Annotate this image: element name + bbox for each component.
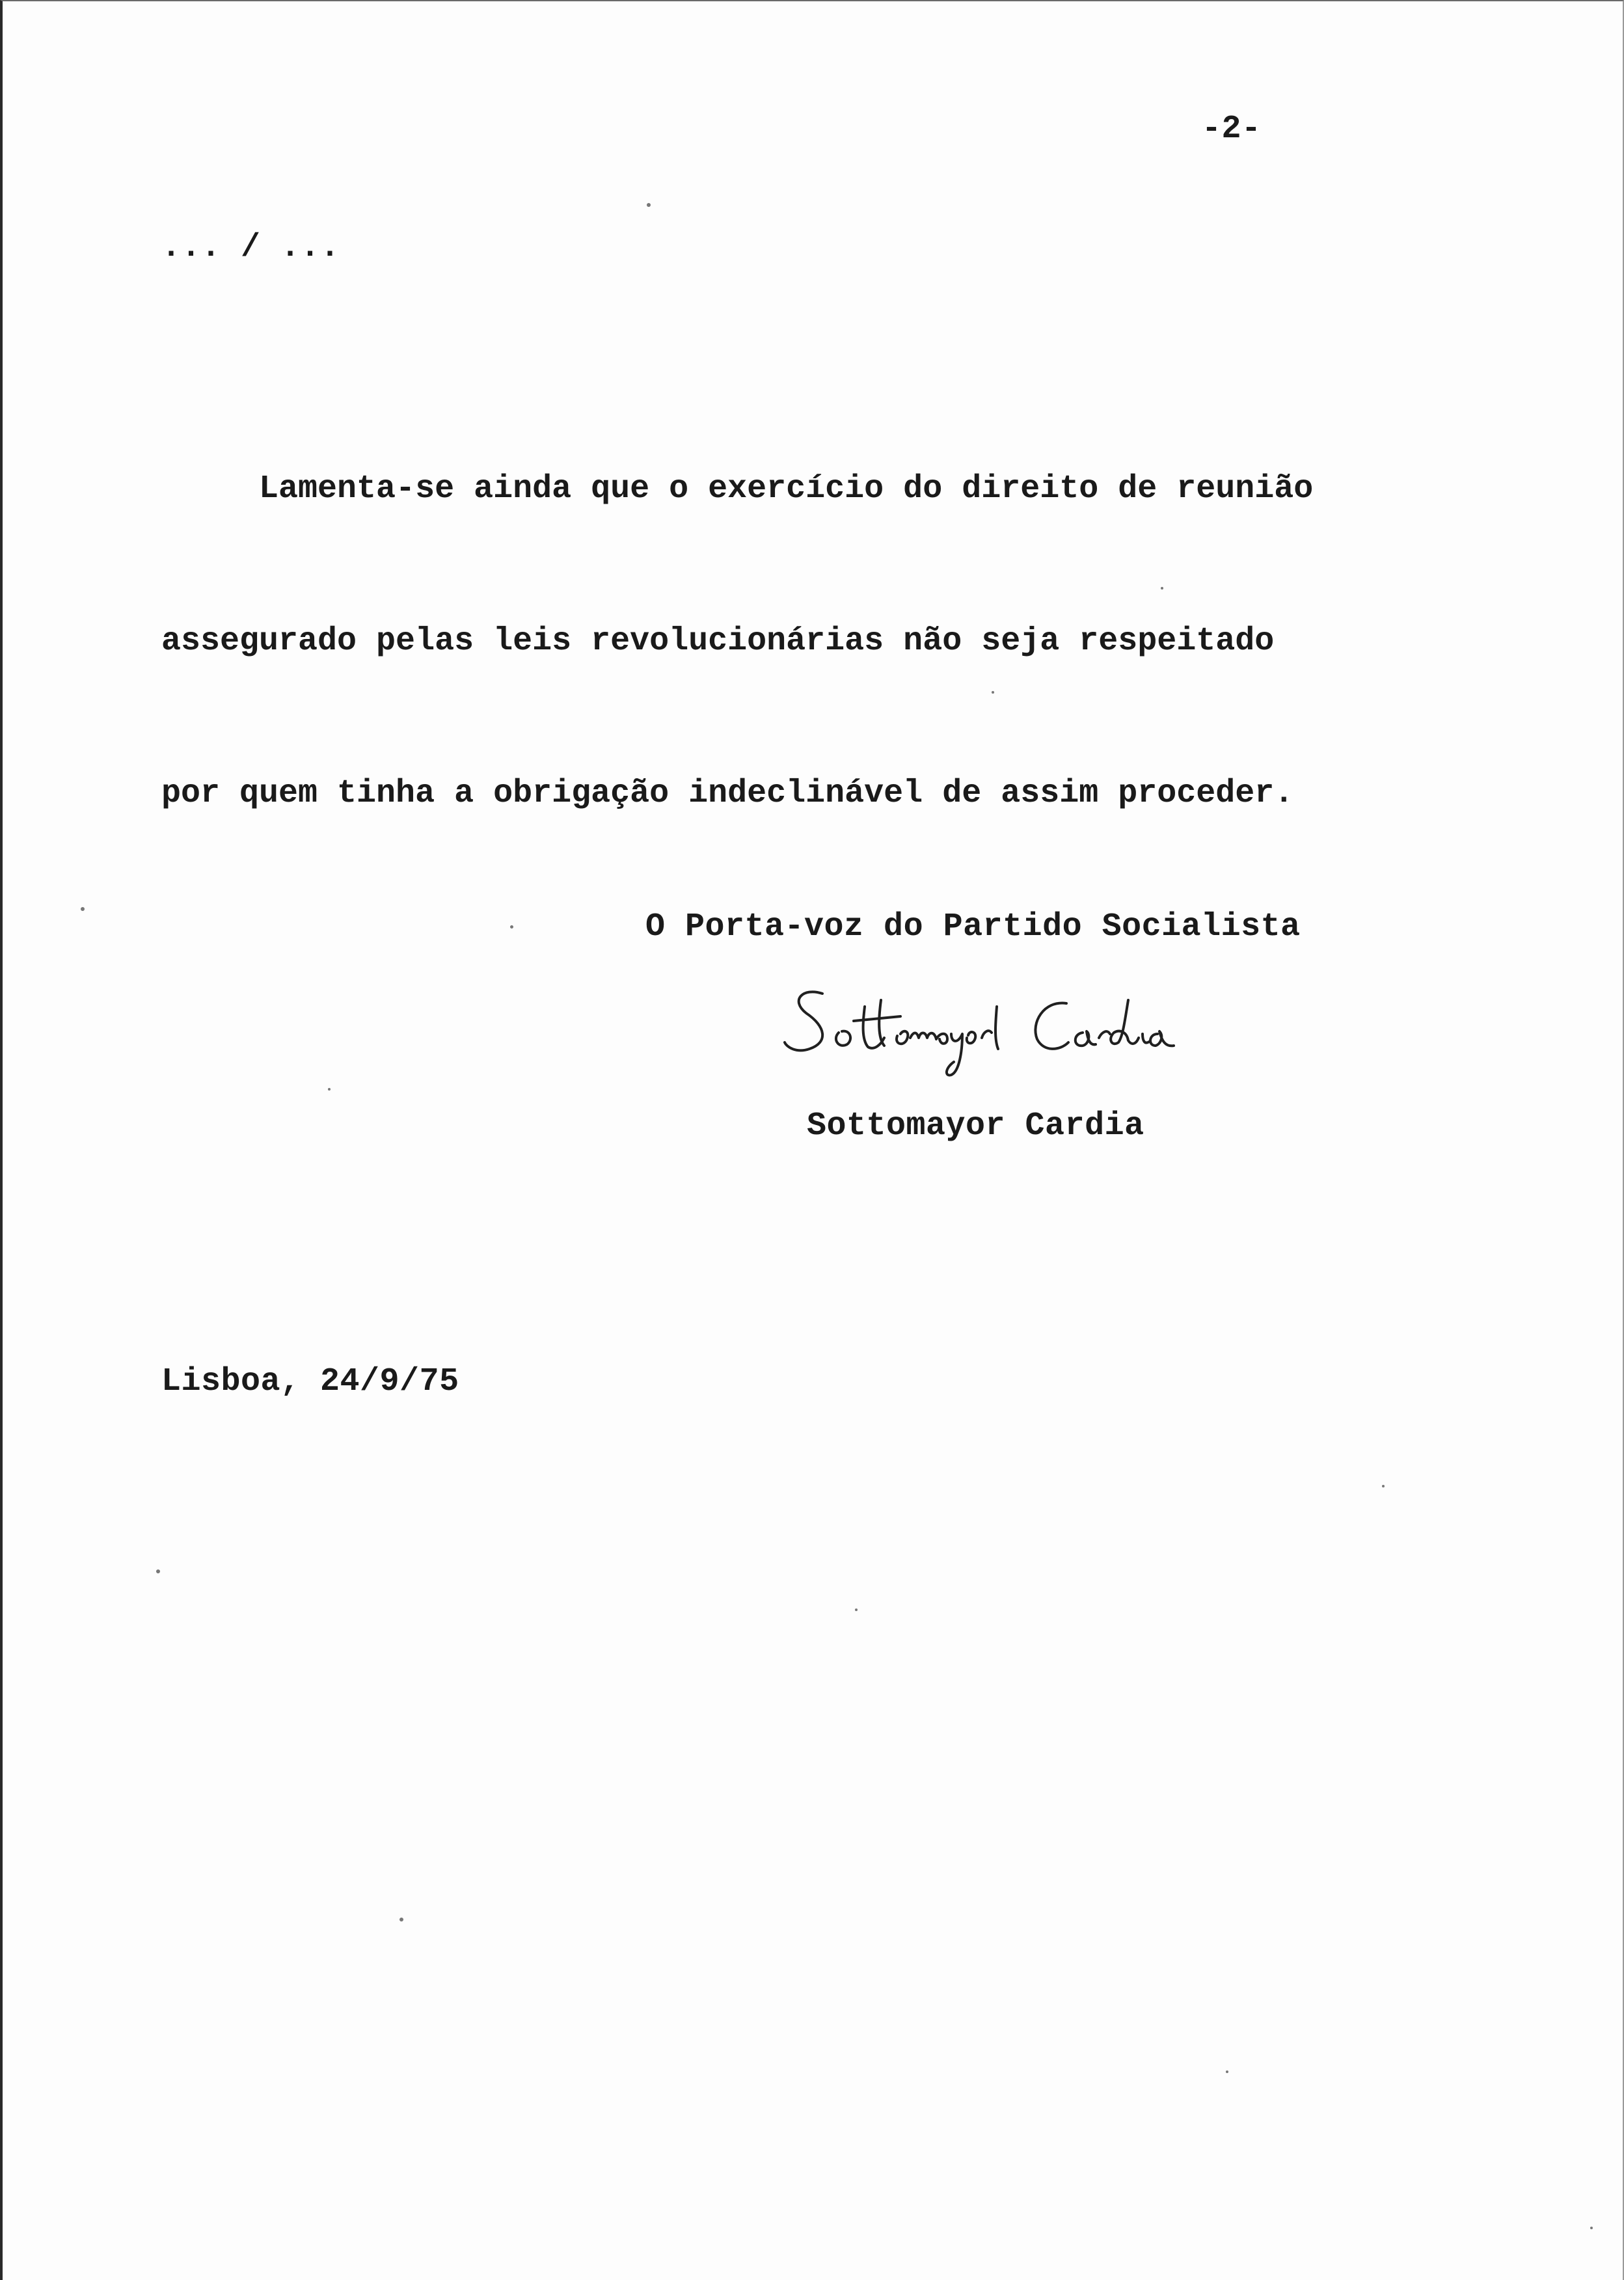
handwritten-signature — [777, 961, 1232, 1091]
scan-speck — [992, 691, 994, 694]
scan-speck — [855, 1608, 858, 1611]
scan-speck — [1382, 1485, 1385, 1487]
signer-name: Sottomayor Cardia — [807, 1107, 1144, 1145]
body-line: Lamenta-se ainda que o exercício do direito de reunião — [161, 470, 1314, 508]
scan-speck — [399, 1918, 403, 1921]
continuation-mark: ... / ... — [161, 229, 340, 266]
body-paragraph — [161, 362, 1313, 921]
scan-speck — [156, 1569, 160, 1573]
scan-speck — [81, 907, 85, 911]
body-line: por quem tinha a obrigação indeclinável de assim proceder. — [161, 775, 1294, 812]
scan-speck — [328, 1088, 331, 1091]
spokesperson-title: O Porta-voz do Partido Socialista — [645, 908, 1301, 945]
scan-speck — [510, 925, 513, 929]
place-and-date: Lisboa, 24/9/75 — [161, 1363, 459, 1400]
scan-speck — [1590, 2227, 1593, 2229]
page-number: -2- — [1202, 111, 1262, 148]
scan-speck — [1226, 2070, 1228, 2073]
scan-speck — [647, 203, 651, 207]
scan-speck — [1161, 587, 1163, 590]
body-line: assegurado pelas leis revolucionárias não seja respeitado — [161, 623, 1275, 660]
